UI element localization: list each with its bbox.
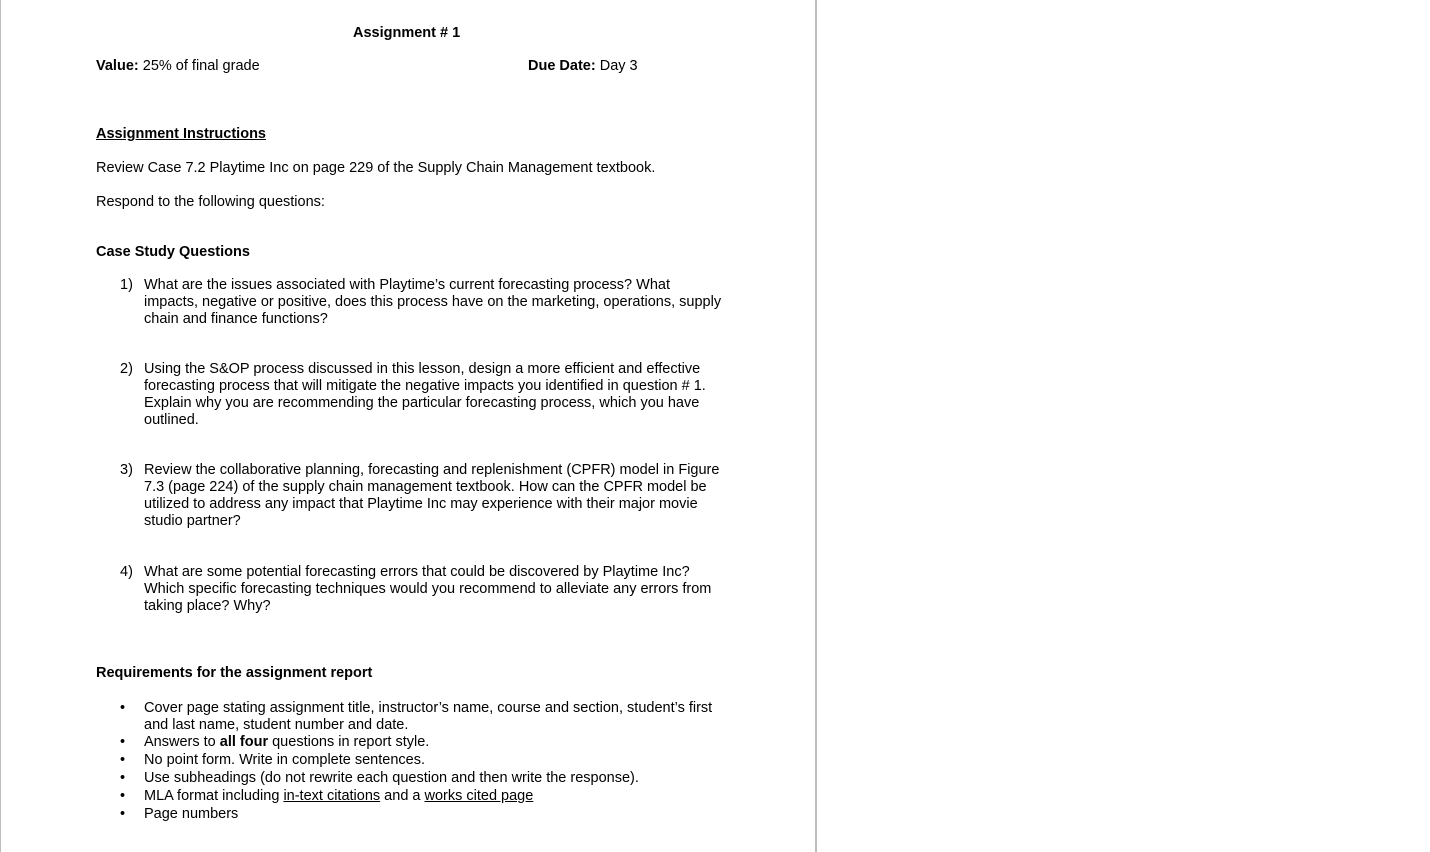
requirement-answers-post: questions in report style. xyxy=(268,734,430,750)
requirement-mla-pre: MLA format including xyxy=(144,788,284,804)
bullet-icon: • xyxy=(120,700,126,716)
in-text-citations-link[interactable]: in-text citations xyxy=(283,788,381,804)
works-cited-page-link[interactable]: works cited page xyxy=(424,788,534,804)
due-date-label: Due Date: xyxy=(528,58,596,74)
due-date-line xyxy=(528,58,638,75)
question-4-text: What are some potential forecasting errors that could be discovered by Playtime Inc? Which specific forecasting techniques would you recommend to alleviate any errors from taking place? Why? xyxy=(144,564,712,614)
requirement-answers xyxy=(144,734,734,751)
bullet-icon: • xyxy=(120,788,126,804)
requirement-mla-mid: and a xyxy=(380,788,425,804)
requirement-answers-bold: all four xyxy=(219,734,269,750)
question-1-number: 1) xyxy=(120,277,133,293)
requirement-cover-page: Cover page stating assignment title, instructor’s name, course and section, student’s first and last name, student number and date. xyxy=(144,700,713,733)
bullet-icon: • xyxy=(120,734,126,750)
requirement-mla-format xyxy=(144,788,734,805)
bullet-icon: • xyxy=(120,806,126,822)
case-study-heading: Case Study Questions xyxy=(96,244,250,260)
question-3-number: 3) xyxy=(120,462,133,478)
instructions-heading: Assignment Instructions xyxy=(96,126,266,142)
requirement-no-point-form: No point form. Write in complete sentences. xyxy=(144,752,425,768)
question-2-number: 2) xyxy=(120,361,133,377)
value-line xyxy=(96,58,260,75)
due-date-text: Day 3 xyxy=(599,58,638,74)
value-text: 25% of final grade xyxy=(142,58,260,74)
requirement-page-numbers: Page numbers xyxy=(144,806,239,822)
value-label: Value: xyxy=(96,58,139,74)
respond-instruction: Respond to the following questions: xyxy=(96,194,325,210)
bullet-icon: • xyxy=(120,752,126,768)
question-3-text: Review the collaborative planning, forecasting and replenishment (CPFR) model in Figure 7.3 (page 224) of the supply chain management textbook. How can the CPFR model be utilized to address any impact that Playtime Inc may experience with their major movie studio partner? xyxy=(144,462,720,529)
question-1-text: What are the issues associated with Playtime’s current forecasting process? What impacts, negative or positive, does this process have on the marketing, operations, supply chain and finance functions? xyxy=(144,277,722,327)
question-2-text: Using the S&OP process discussed in this lesson, design a more efficient and effective forecasting process that will mitigate the negative impacts you identified in question # 1. Explain why you are recommending the particular forecasting process, which you have outlined. xyxy=(144,361,706,428)
requirement-answers-pre: Answers to xyxy=(144,734,220,750)
review-instruction: Review Case 7.2 Playtime Inc on page 229 of the Supply Chain Management textbook. xyxy=(96,160,656,176)
bullet-icon: • xyxy=(120,770,126,786)
assignment-title: Assignment # 1 xyxy=(353,25,461,41)
question-4-number: 4) xyxy=(120,564,133,580)
requirement-subheadings: Use subheadings (do not rewrite each question and then write the response). xyxy=(144,770,639,786)
requirements-heading: Requirements for the assignment report xyxy=(96,665,373,681)
